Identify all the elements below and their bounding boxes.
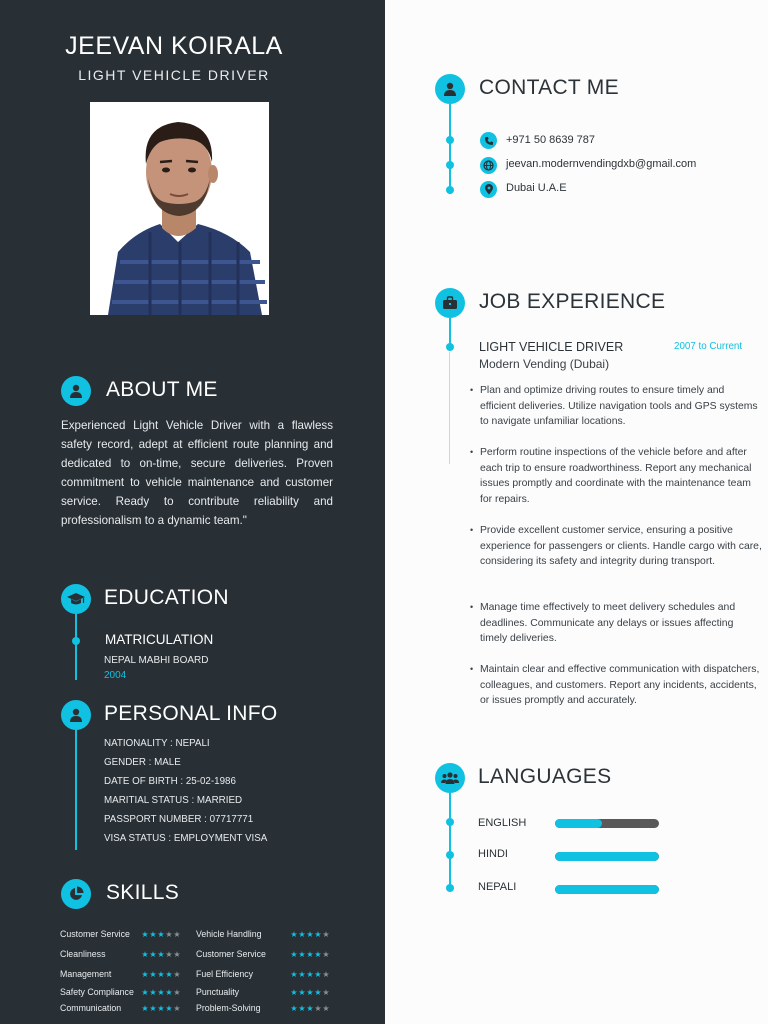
- star-icon: ★: [314, 930, 322, 939]
- skill-name: Safety Compliance: [60, 987, 134, 997]
- contact-email[interactable]: jeevan.modernvendingdxb@gmail.com: [506, 158, 697, 170]
- skill-name: Management: [60, 969, 112, 979]
- skill-name: Vehicle Handling: [196, 929, 262, 939]
- star-icon: ★: [157, 1004, 165, 1013]
- language-bar: [555, 819, 659, 828]
- languages-timeline: [449, 793, 451, 891]
- star-icon: ★: [290, 988, 298, 997]
- job-bullet: Manage time effectively to meet delivery schedules and deadlines. Communicate any delays or issues affecting timely deliveries.: [480, 602, 736, 644]
- skill-rating: [141, 1004, 181, 1013]
- personal-timeline: [75, 730, 77, 850]
- skill-rating: [290, 930, 330, 939]
- star-icon: ★: [141, 930, 149, 939]
- skill-name: Communication: [60, 1003, 122, 1013]
- language-dot: [446, 818, 454, 826]
- star-icon: ★: [290, 930, 298, 939]
- star-icon: ★: [149, 1004, 157, 1013]
- star-icon: ★: [306, 988, 314, 997]
- star-icon: ★: [141, 950, 149, 959]
- skill-rating: [141, 930, 181, 939]
- star-icon: ★: [157, 930, 165, 939]
- skill-rating: [290, 988, 330, 997]
- language-bar-fill: [555, 885, 659, 894]
- star-icon: ★: [314, 988, 322, 997]
- education-item-year: 2004: [104, 670, 127, 681]
- graduation-cap-icon: [61, 584, 91, 614]
- main-column: [385, 0, 768, 1024]
- about-text: Experienced Light Vehicle Driver with a flawless safety record, adept at efficient route planning and dedicated to on-time, secure deliveries. Proven commitment to vehicle maintenance and customer service. Ready to contribute reliability and professionalism to a dynamic team.": [61, 419, 333, 527]
- personal-visa: VISA STATUS : EMPLOYMENT VISA: [104, 833, 268, 844]
- language-name: HINDI: [478, 848, 508, 860]
- education-dot: [72, 637, 80, 645]
- star-icon: ★: [306, 930, 314, 939]
- star-icon: ★: [298, 950, 306, 959]
- star-icon: ★: [290, 970, 298, 979]
- language-bar: [555, 885, 659, 894]
- map-pin-icon: [480, 181, 497, 198]
- star-icon: ★: [165, 970, 173, 979]
- contact-timeline: [449, 104, 451, 194]
- contact-title: CONTACT ME: [479, 76, 619, 99]
- about-title: ABOUT ME: [106, 378, 218, 401]
- star-icon: ★: [173, 930, 181, 939]
- skill-name: Punctuality: [196, 987, 240, 997]
- skill-name: Customer Service: [196, 949, 266, 959]
- person-icon: [61, 376, 91, 406]
- contact-dot: [446, 186, 454, 194]
- experience-timeline-bottom: [449, 352, 450, 464]
- skill-name: Problem-Solving: [196, 1003, 261, 1013]
- briefcase-icon: [435, 288, 465, 318]
- skill-rating: [290, 970, 330, 979]
- profile-photo: [90, 102, 269, 315]
- star-icon: ★: [298, 988, 306, 997]
- star-icon: ★: [157, 950, 165, 959]
- star-icon: ★: [314, 1004, 322, 1013]
- star-icon: ★: [298, 1004, 306, 1013]
- star-icon: ★: [141, 988, 149, 997]
- star-icon: ★: [306, 970, 314, 979]
- personal-dob: DATE OF BIRTH : 25-02-1986: [104, 776, 236, 787]
- person-icon: [61, 700, 91, 730]
- bullet-mark: •: [470, 602, 474, 612]
- language-name: ENGLISH: [478, 817, 527, 829]
- star-icon: ★: [165, 988, 173, 997]
- contact-dot: [446, 136, 454, 144]
- bullet-mark: •: [470, 525, 474, 535]
- personal-passport: PASSPORT NUMBER : 07717771: [104, 814, 254, 825]
- skill-rating: [141, 950, 181, 959]
- star-icon: ★: [322, 988, 330, 997]
- globe-icon: [480, 157, 497, 174]
- star-icon: ★: [306, 1004, 314, 1013]
- star-icon: ★: [314, 970, 322, 979]
- job-company: Modern Vending (Dubai): [479, 357, 610, 371]
- star-icon: ★: [322, 930, 330, 939]
- person-icon: [435, 74, 465, 104]
- personal-gender: GENDER : MALE: [104, 757, 181, 768]
- portrait-image: [90, 102, 269, 315]
- job-bullet: Provide excellent customer service, ensuring a positive experience for passengers or clients. Handle cargo with care, considering its safety and integrity during transport.: [480, 525, 762, 567]
- personal-marital-status: MARITIAL STATUS : MARRIED: [104, 795, 243, 806]
- star-icon: ★: [173, 988, 181, 997]
- star-icon: ★: [306, 950, 314, 959]
- job-experience-title: JOB EXPERIENCE: [479, 290, 666, 313]
- bullet-mark: •: [470, 664, 474, 674]
- skills-title: SKILLS: [106, 881, 180, 904]
- bullet-mark: •: [470, 447, 474, 457]
- star-icon: ★: [165, 950, 173, 959]
- education-timeline: [75, 614, 77, 680]
- skill-rating: [141, 988, 181, 997]
- star-icon: ★: [322, 970, 330, 979]
- job-bullet: Plan and optimize driving routes to ensure timely and efficient deliveries. Utilize navigation tools and GPS systems to navigate unfamiliar locations.: [480, 385, 758, 427]
- star-icon: ★: [165, 930, 173, 939]
- skill-name: Fuel Efficiency: [196, 969, 254, 979]
- language-bar: [555, 852, 659, 861]
- job-title: LIGHT VEHICLE DRIVER: [479, 340, 624, 354]
- skill-name: Cleanliness: [60, 949, 106, 959]
- star-icon: ★: [322, 1004, 330, 1013]
- star-icon: ★: [149, 970, 157, 979]
- education-item-board: NEPAL MABHI BOARD: [104, 655, 209, 666]
- star-icon: ★: [157, 970, 165, 979]
- bullet-mark: •: [470, 385, 474, 395]
- star-icon: ★: [141, 1004, 149, 1013]
- star-icon: ★: [149, 988, 157, 997]
- skill-rating: [141, 970, 181, 979]
- contact-location: Dubai U.A.E: [506, 182, 567, 194]
- language-bar-fill: [555, 819, 602, 828]
- personal-nationality: NATIONALITY : NEPALI: [104, 738, 210, 749]
- star-icon: ★: [157, 988, 165, 997]
- language-dot: [446, 884, 454, 892]
- language-name: NEPALI: [478, 881, 517, 893]
- star-icon: ★: [298, 930, 306, 939]
- star-icon: ★: [173, 950, 181, 959]
- education-title: EDUCATION: [104, 586, 229, 609]
- star-icon: ★: [141, 970, 149, 979]
- contact-phone[interactable]: +971 50 8639 787: [506, 134, 596, 146]
- personal-info-title: PERSONAL INFO: [104, 702, 278, 725]
- job-bullet: Perform routine inspections of the vehicle before and after each trip to ensure roadworthiness. Report any mechanical issues promptly and coordinate with the maintenance team for repairs.: [480, 447, 752, 505]
- contact-dot: [446, 161, 454, 169]
- group-icon: [435, 763, 465, 793]
- skill-rating: [290, 1004, 330, 1013]
- star-icon: ★: [298, 970, 306, 979]
- star-icon: ★: [314, 950, 322, 959]
- job-bullet: Maintain clear and effective communication with dispatchers, colleagues, and customers. Report any incidents, accidents, or issues promptly and accurately.: [480, 664, 760, 706]
- star-icon: ★: [165, 1004, 173, 1013]
- education-item-title: MATRICULATION: [105, 632, 214, 647]
- star-icon: ★: [149, 950, 157, 959]
- job-role: LIGHT VEHICLE DRIVER: [78, 67, 270, 83]
- pie-chart-icon: [61, 879, 91, 909]
- language-dot: [446, 851, 454, 859]
- experience-dot: [446, 343, 454, 351]
- star-icon: ★: [149, 930, 157, 939]
- language-bar-fill: [555, 852, 659, 861]
- star-icon: ★: [173, 1004, 181, 1013]
- person-name: JEEVAN KOIRALA: [65, 32, 283, 60]
- skill-name: Customer Service: [60, 929, 130, 939]
- phone-icon: [480, 132, 497, 149]
- job-dates: 2007 to Current: [674, 341, 743, 352]
- star-icon: ★: [322, 950, 330, 959]
- star-icon: ★: [290, 1004, 298, 1013]
- star-icon: ★: [290, 950, 298, 959]
- languages-title: LANGUAGES: [478, 765, 612, 788]
- star-icon: ★: [173, 970, 181, 979]
- skill-rating: [290, 950, 330, 959]
